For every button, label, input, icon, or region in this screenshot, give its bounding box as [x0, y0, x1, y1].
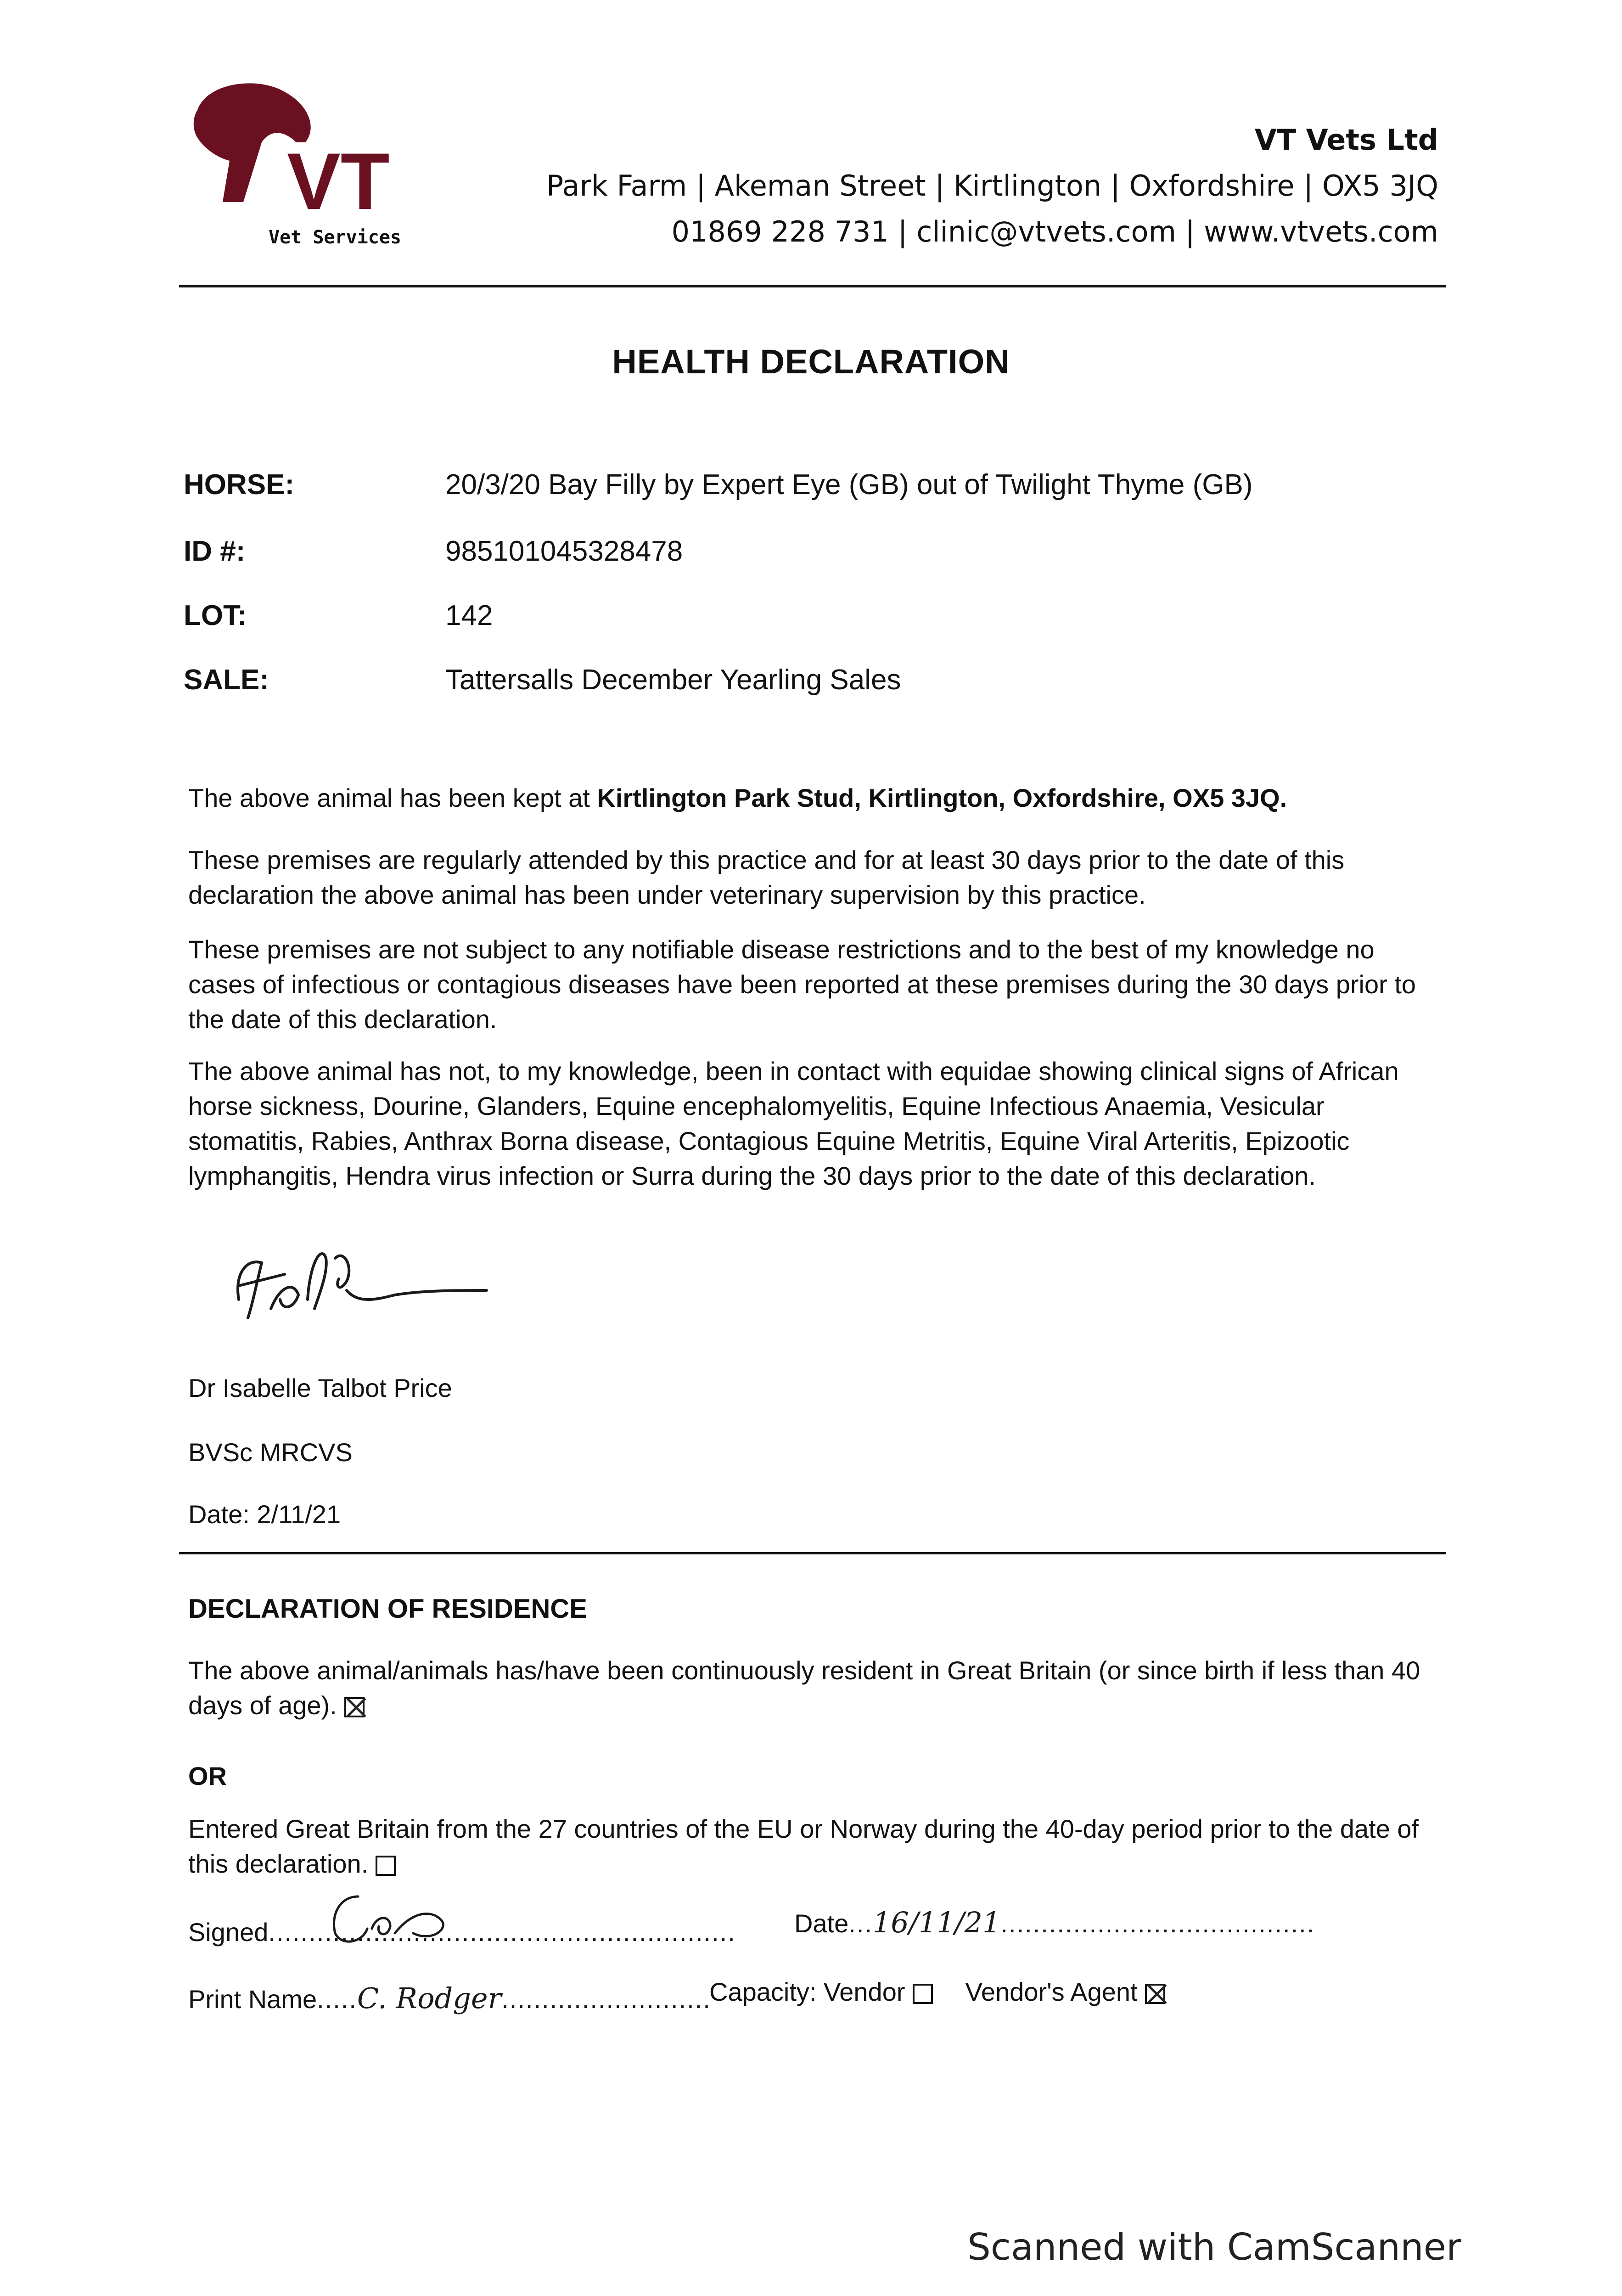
residence-option-text: The above animal/animals has/have been continuously resident in Great Britain (or since birth if less than 40 days of age). [188, 1656, 1420, 1720]
date-label: Date [794, 1909, 849, 1938]
dotted-line: ... [848, 1909, 873, 1938]
vet-signature [230, 1231, 496, 1336]
date-field[interactable] [794, 1906, 1315, 1939]
residence-checkbox-1[interactable] [344, 1697, 365, 1717]
vendor-label: Vendor [824, 1977, 905, 2006]
page-title: HEALTH DECLARATION [612, 343, 1010, 381]
vet-date: Date: 2/11/21 [188, 1500, 341, 1529]
dotted-line: .......................... [501, 1985, 711, 2014]
vendor-agent-label: Vendor's Agent [965, 1977, 1138, 2006]
residence-heading: DECLARATION OF RESIDENCE [188, 1594, 587, 1624]
company-address-block [546, 117, 1438, 255]
premises-name: Kirtlington Park Stud, Kirtlington, Oxfordshire, OX5 3JQ. [597, 783, 1287, 812]
logo-subtext: Vet Services [269, 227, 401, 248]
residence-option-text: Entered Great Britain from the 27 countries of the EU or Norway during the 40-day period prior to the date of this declaration. [188, 1814, 1419, 1878]
residence-option-1 [188, 1653, 1446, 1723]
vt-vet-services-logo [179, 78, 418, 253]
company-name: VT Vets Ltd [1254, 123, 1438, 157]
detail-value: 985101045328478 [445, 535, 683, 567]
paragraph-supervision: These premises are regularly attended by this practice and for at least 30 days prior to the date of this declaration the above animal has been under veterinary supervision by this practice. [188, 845, 1345, 909]
capacity-field [709, 1977, 1165, 2007]
detail-value: 20/3/20 Bay Filly by Expert Eye (GB) out of Twilight Thyme (GB) [445, 469, 1253, 501]
paragraph-text: The above animal has been kept at [188, 783, 597, 812]
detail-label: ID #: [184, 535, 246, 567]
vet-qualifications: BVSc MRCVS [188, 1438, 353, 1467]
detail-value: Tattersalls December Yearling Sales [445, 664, 901, 696]
signed-field[interactable] [188, 1917, 736, 1947]
residence-checkbox-2[interactable] [376, 1856, 396, 1876]
paragraph-restrictions: These premises are not subject to any notifiable disease restrictions and to the best of my knowledge no cases of infectious or contagious diseases have been reported at these premises during the 30 days prior to the date of this declaration. [188, 935, 1416, 1034]
capacity-label: Capacity: [709, 1977, 817, 2006]
scanner-watermark: Scanned with CamScanner [967, 2226, 1461, 2268]
dotted-line: ....................................... [1000, 1909, 1315, 1938]
vet-name: Dr Isabelle Talbot Price [188, 1373, 452, 1402]
or-separator: OR [188, 1761, 227, 1790]
logo-vt-text: VT [287, 137, 390, 226]
vendor-signature [321, 1883, 459, 1952]
detail-label: SALE: [184, 664, 269, 696]
date-value: 16/11/21 [872, 1906, 1001, 1939]
vendor-checkbox[interactable] [913, 1984, 933, 2004]
print-name-label: Print Name [188, 1985, 317, 2014]
section-divider [179, 1552, 1446, 1554]
detail-value: 142 [445, 600, 493, 631]
detail-label: LOT: [184, 600, 247, 631]
detail-label: HORSE: [184, 469, 295, 501]
paragraph-contact: The above animal has not, to my knowledge, been in contact with equidae showing clinical signs of African horse sickness, Dourine, Glanders, Equine encephalomyelitis, Equine Infectious Anaemia, Vesicular stomatitis, Rabies, Anthrax Borna disease, Contagious Equine Metritis, Equine Viral Arteritis, Epizootic lymphangitis, Hendra virus infection or Surra during the 30 days prior to the date of this declaration. [188, 1057, 1399, 1190]
print-name-field[interactable] [188, 1981, 711, 2015]
dotted-line: .......................................................... [268, 1918, 736, 1947]
company-address: Park Farm | Akeman Street | Kirtlington | Oxfordshire | OX5 3JQ [546, 169, 1438, 203]
paragraph-premises [188, 781, 1446, 816]
residence-option-2 [188, 1812, 1446, 1881]
company-contact: 01869 228 731 | clinic@vtvets.com | www.vtvets.com [671, 215, 1438, 248]
dotted-line: ..... [317, 1985, 357, 2014]
header-divider [179, 285, 1446, 287]
signed-label: Signed [188, 1918, 269, 1947]
print-name-value: C. Rodger [357, 1981, 502, 2015]
vendor-agent-checkbox[interactable] [1145, 1984, 1165, 2004]
